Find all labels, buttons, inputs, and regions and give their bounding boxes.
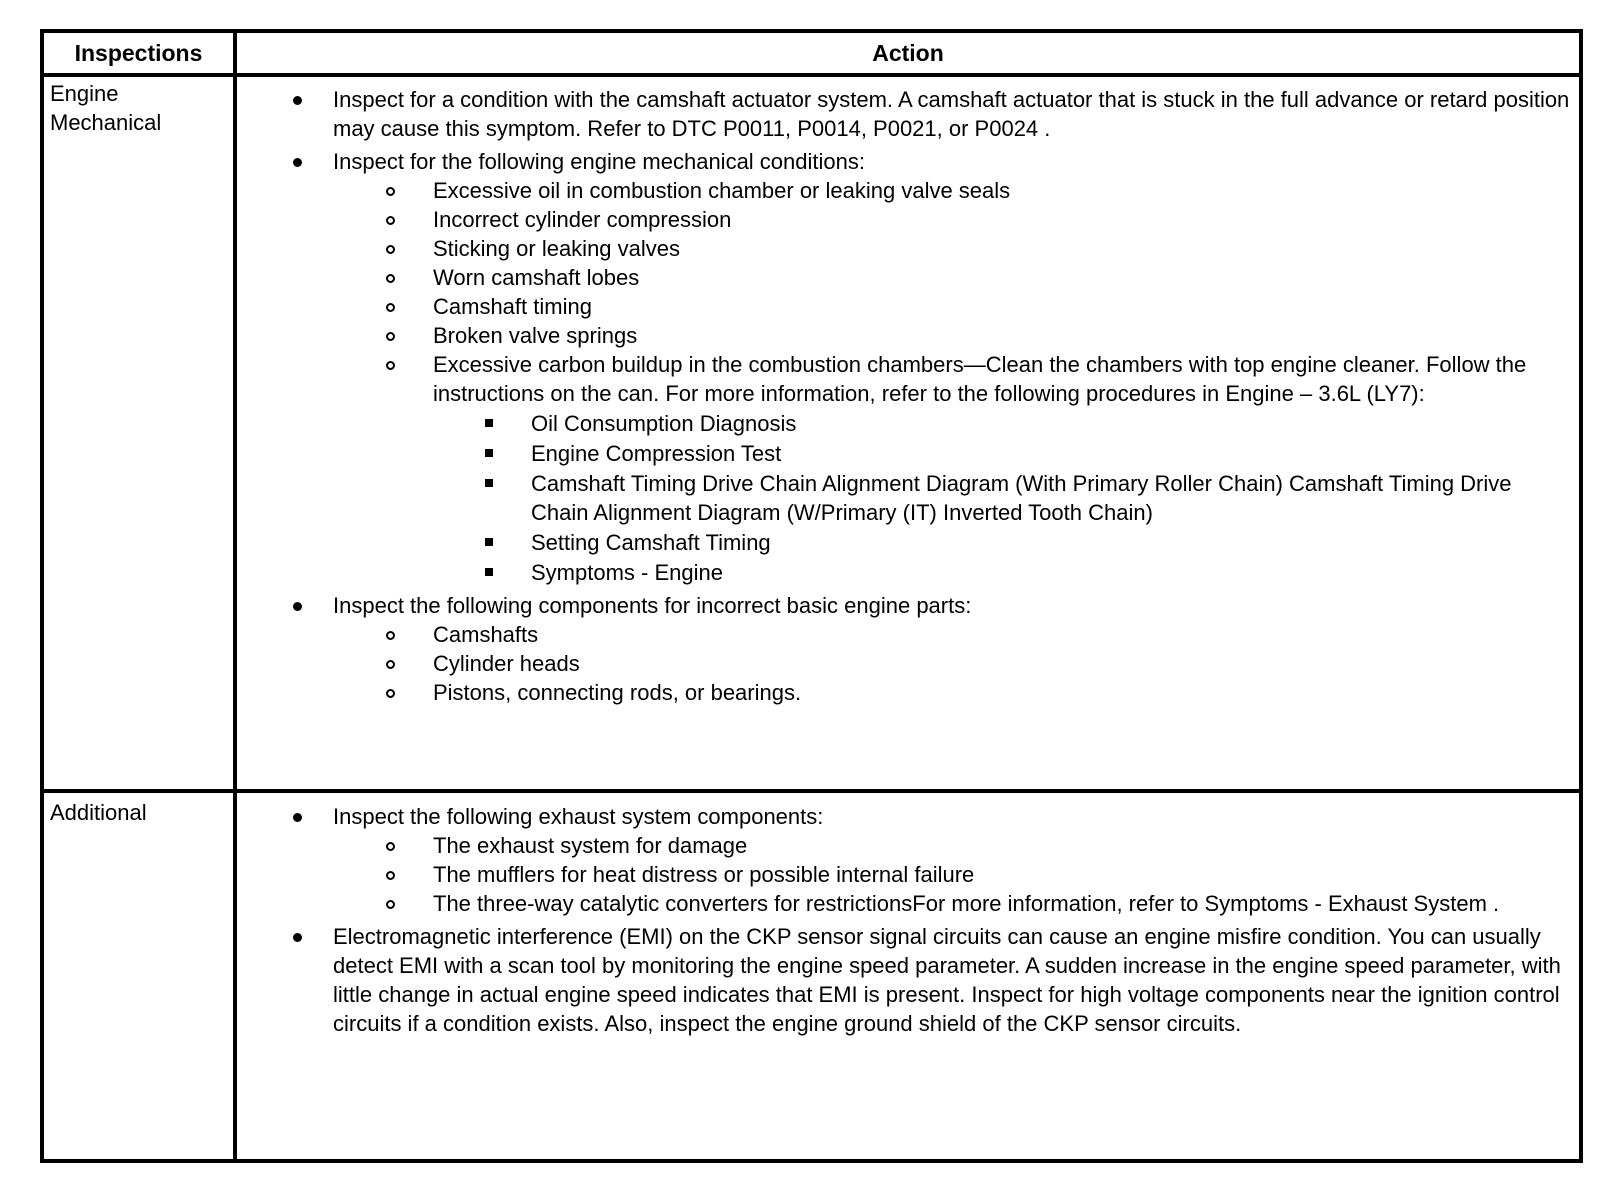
circle-bullet-icon	[386, 361, 395, 370]
sub-list	[237, 620, 1571, 707]
bullet-text: Inspect for the following engine mechanical conditions:	[333, 149, 865, 174]
row-divider	[44, 789, 1579, 793]
square-bullet-icon	[485, 538, 493, 546]
circle-bullet-icon	[386, 660, 395, 669]
bullet-icon	[293, 158, 302, 167]
circle-bullet-icon	[386, 689, 395, 698]
header-divider	[44, 73, 1579, 77]
circle-bullet-icon	[386, 216, 395, 225]
square-bullet-icon	[485, 419, 493, 427]
square-bullet-icon	[485, 479, 493, 487]
list-item	[237, 234, 1571, 263]
action-bullets	[237, 85, 1579, 707]
bullet-text: Electromagnetic interference (EMI) on the CKP sensor signal circuits can cause an engine misfire condition. You can usually detect EMI with a scan tool by monitoring the engine speed parameter. A sudden increase in the engine speed parameter, with little change in actual engine speed indicates that EMI is present. Inspect for high voltage components near the ignition control circuits if a condition exists. Also, inspect the engine ground shield of the CKP sensor circuits.	[333, 924, 1561, 1036]
circle-bullet-icon	[386, 274, 395, 283]
sub-item-text: Excessive oil in combustion chamber or leaking valve seals	[433, 178, 1011, 203]
inspection-table	[40, 29, 1583, 1163]
list-item	[237, 176, 1571, 205]
bullet-text: Inspect the following components for incorrect basic engine parts:	[333, 593, 972, 618]
procedure-text: Oil Consumption Diagnosis	[531, 411, 797, 436]
circle-bullet-icon	[386, 900, 395, 909]
procedure-text: Setting Camshaft Timing	[531, 530, 771, 555]
square-bullet-icon	[485, 449, 493, 457]
list-item	[237, 889, 1571, 918]
list-item	[237, 922, 1579, 1038]
circle-bullet-icon	[386, 871, 395, 880]
list-item	[237, 147, 1579, 587]
list-item	[237, 85, 1579, 143]
list-item	[237, 263, 1571, 292]
sub-item-text: Excessive carbon buildup in the combustion chambers—Clean the chambers with top engine cleaner. Follow the instructions on the can. For more information, refer to the following procedures in Engine – 3.6L (LY7):	[433, 352, 1527, 406]
circle-bullet-icon	[386, 303, 395, 312]
sub-item-text: Pistons, connecting rods, or bearings.	[433, 680, 802, 705]
circle-bullet-icon	[386, 631, 395, 640]
list-item	[237, 439, 1571, 468]
list-item	[237, 860, 1571, 889]
sub-item-text: The three-way catalytic converters for restrictionsFor more information, refer to Symptoms - Exhaust System .	[433, 891, 1500, 916]
inspection-additional: Additional	[50, 800, 147, 825]
list-item	[237, 678, 1571, 707]
list-item	[237, 409, 1571, 438]
procedure-text: Camshaft Timing Drive Chain Alignment Diagram (With Primary Roller Chain) Camshaft Timing Drive Chain Alignment Diagram (W/Primary (IT) Inverted Tooth Chain)	[531, 471, 1512, 525]
sub-item-text: Cylinder heads	[433, 651, 580, 676]
list-item	[237, 558, 1571, 587]
list-item	[237, 802, 1579, 918]
sub-item-text: Camshaft timing	[433, 294, 592, 319]
sub-item-text: The mufflers for heat distress or possible internal failure	[433, 862, 975, 887]
bullet-icon	[293, 602, 302, 611]
sub-item-text: Sticking or leaking valves	[433, 236, 681, 261]
sub-item-text: The exhaust system for damage	[433, 833, 748, 858]
list-item	[237, 469, 1571, 527]
circle-bullet-icon	[386, 187, 395, 196]
list-item	[237, 649, 1571, 678]
circle-bullet-icon	[386, 245, 395, 254]
circle-bullet-icon	[386, 332, 395, 341]
list-item	[237, 292, 1571, 321]
procedure-text: Symptoms - Engine	[531, 560, 723, 585]
sub-item-text: Incorrect cylinder compression	[433, 207, 732, 232]
list-item	[237, 321, 1571, 350]
sub-item-text: Worn camshaft lobes	[433, 265, 640, 290]
circle-bullet-icon	[386, 842, 395, 851]
action-cell-additional	[237, 802, 1579, 1042]
procedure-list	[237, 409, 1571, 587]
list-item	[237, 591, 1579, 707]
square-bullet-icon	[485, 568, 493, 576]
header-action: Action	[872, 40, 944, 66]
procedure-text: Engine Compression Test	[531, 441, 782, 466]
list-item	[237, 350, 1571, 587]
list-item	[237, 528, 1571, 557]
list-item	[237, 205, 1571, 234]
bullet-icon	[293, 933, 302, 942]
sub-item-text: Camshafts	[433, 622, 539, 647]
bullet-icon	[293, 96, 302, 105]
sub-list	[237, 831, 1571, 918]
bullet-text: Inspect the following exhaust system components:	[333, 804, 824, 829]
sub-list	[237, 176, 1571, 587]
action-bullets	[237, 802, 1579, 1038]
list-item	[237, 831, 1571, 860]
inspection-engine-mechanical: Engine Mechanical	[50, 81, 162, 135]
action-cell-engine-mechanical	[237, 85, 1579, 711]
header-inspections: Inspections	[74, 40, 203, 66]
bullet-text: Inspect for a condition with the camshaft actuator system. A camshaft actuator that is stuck in the full advance or retard position may cause this symptom. Refer to DTC P0011, P0014, P0021, or P0024 .	[333, 87, 1570, 141]
list-item	[237, 620, 1571, 649]
bullet-icon	[293, 813, 302, 822]
sub-item-text: Broken valve springs	[433, 323, 638, 348]
